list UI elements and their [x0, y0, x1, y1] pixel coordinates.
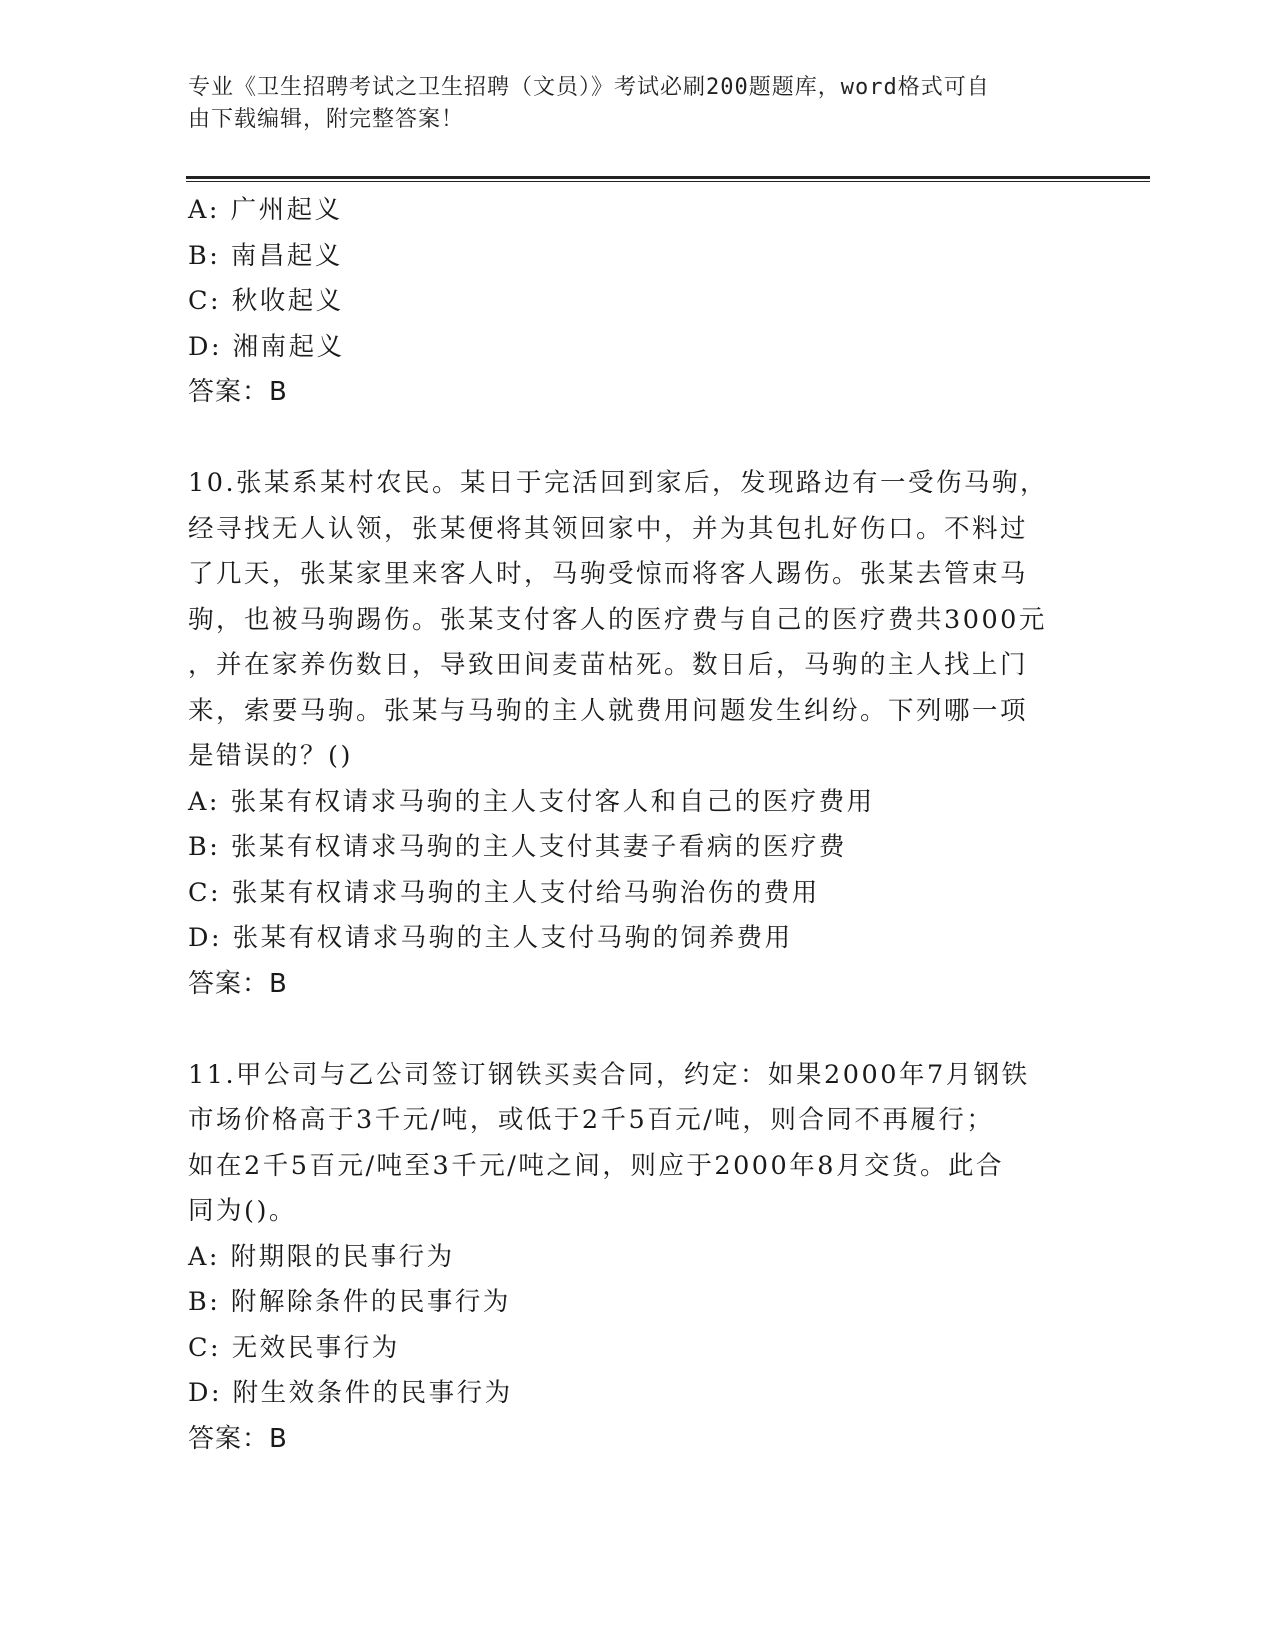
option-a: A: 附期限的民事行为	[188, 1241, 455, 1272]
header-line-1: 专业《卫生招聘考试之卫生招聘（文员）》考试必刷200题题库，word格式可自	[188, 75, 990, 100]
document-body	[188, 188, 1088, 1462]
option-b: B: 南昌起义	[188, 240, 343, 271]
stem-line: 10.张某系某村农民。某日于完活回到家后，发现路边有一受伤马驹，	[188, 468, 1049, 498]
stem-line: 经寻找无人认领，张某便将其领回家中，并为其包扎好伤口。不料过	[188, 513, 1029, 544]
stem-line: 驹，也被马驹踢伤。张某支付客人的医疗费与自己的医疗费共3000元	[188, 604, 1047, 635]
stem-line: 同为()。	[188, 1196, 297, 1226]
answer: 答案：B	[188, 377, 288, 407]
spacer	[188, 416, 1088, 462]
option-c: C: 秋收起义	[188, 286, 344, 316]
stem-line: 了几天，张某家里来客人时，马驹受惊而将客人踢伤。张某去管束马	[188, 559, 1029, 589]
question-stem	[188, 461, 1068, 780]
option-c: C: 无效民事行为	[188, 1332, 400, 1363]
document-header	[188, 72, 1078, 136]
stem-line: 11.甲公司与乙公司签订钢铁买卖合同，约定：如果2000年7月钢铁	[188, 1059, 1030, 1090]
option-a: A: 张某有权请求马驹的主人支付客人和自己的医疗费用	[188, 786, 875, 817]
answer: 答案：B	[188, 1423, 288, 1454]
answer: 答案：B	[188, 968, 288, 999]
option-c: C: 张某有权请求马驹的主人支付给马驹治伤的费用	[188, 877, 820, 908]
option-a: A: 广州起义	[188, 195, 343, 225]
stem-line: 是错误的？()	[188, 741, 353, 771]
question-10	[188, 461, 1088, 1007]
spacer	[188, 1007, 1088, 1053]
option-b: B: 张某有权请求马驹的主人支付其妻子看病的医疗费	[188, 832, 847, 862]
option-d: D: 张某有权请求马驹的主人支付马驹的饲养费用	[188, 923, 793, 953]
option-d: D: 湘南起义	[188, 331, 345, 362]
stem-line: ，并在家养伤数日，导致田间麦苗枯死。数日后，马驹的主人找上门	[188, 650, 1029, 680]
question-stem	[188, 1053, 1068, 1235]
header-divider-thick	[186, 176, 1150, 179]
question-9	[188, 188, 1088, 416]
header-line-2: 由下载编辑，附完整答案！	[188, 107, 465, 132]
header-divider-thin	[186, 181, 1150, 182]
option-b: B: 附解除条件的民事行为	[188, 1287, 511, 1317]
stem-line: 来，索要马驹。张某与马驹的主人就费用问题发生纠纷。下列哪一项	[188, 695, 1029, 726]
stem-line: 如在2千5百元/吨至3千元/吨之间，则应于2000年8月交货。此合	[188, 1150, 1004, 1181]
option-d: D: 附生效条件的民事行为	[188, 1378, 513, 1408]
stem-line: 市场价格高于3千元/吨，或低于2千5百元/吨，则合同不再履行；	[188, 1105, 995, 1135]
question-11	[188, 1053, 1088, 1463]
